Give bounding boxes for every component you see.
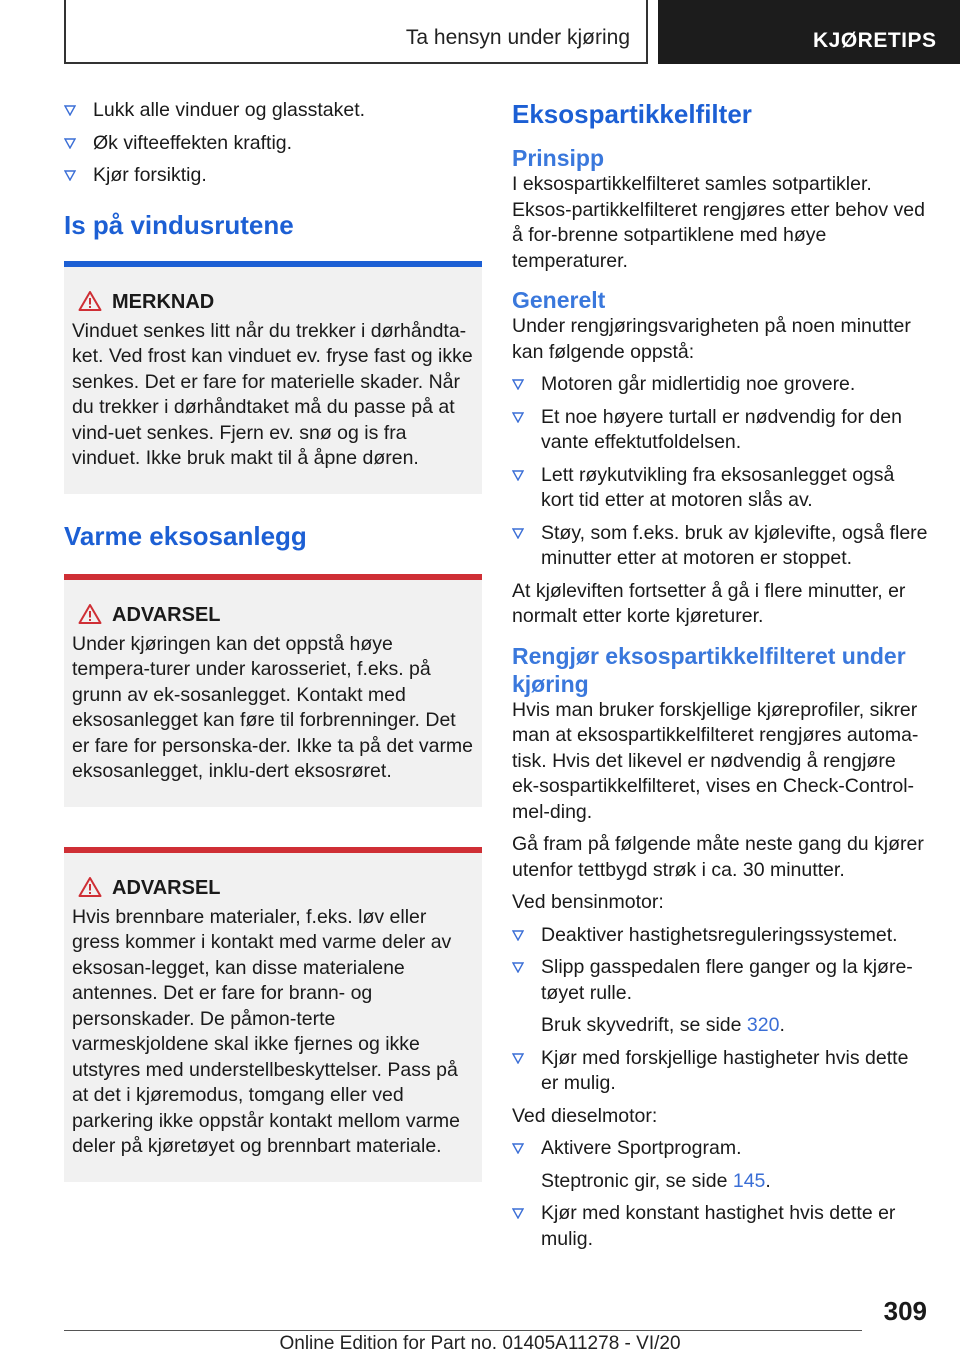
list-item: Motoren går midlertidig noe grovere. <box>512 372 928 398</box>
triangle-bullet-icon <box>512 956 532 978</box>
warning-triangle-icon <box>78 290 102 312</box>
heading-exhaust: Varme eksosanlegg <box>64 520 307 551</box>
left-column <box>64 98 482 1182</box>
section-header-box <box>64 0 648 64</box>
list-item: Kjør med forskjellige hastigheter hvis dette er mulig. <box>512 1046 928 1097</box>
warning-triangle-icon <box>78 603 102 625</box>
list-item: Øk vifteeffekten kraftig. <box>64 131 482 157</box>
list-item: Deaktiver hastighetsreguleringssystemet. <box>512 923 928 949</box>
cross-reference: Steptronic gir, se side 145. <box>541 1169 771 1192</box>
heading-dpf: Eksospartikkelfilter <box>512 99 752 129</box>
notice-advarsel-2 <box>64 847 482 1182</box>
triangle-bullet-icon <box>512 373 532 395</box>
triangle-bullet-icon <box>64 132 84 154</box>
page-link-145[interactable]: 145 <box>732 1169 766 1192</box>
notice-title: ADVARSEL <box>72 602 474 628</box>
page-header <box>0 0 960 66</box>
page-link-320[interactable]: 320 <box>746 1014 780 1036</box>
warning-triangle-icon <box>78 876 102 898</box>
section-title: Ta hensyn under kjøring <box>405 26 630 49</box>
list-item: Lett røykutvikling fra eksosanlegget også kort tid etter at motoren slås av. <box>512 463 928 514</box>
list-item: Kjør forsiktig. <box>64 163 482 189</box>
clean-text-1: Hvis man bruker forskjellige kjøreprofiler, sikrer man at eksospartikkelfilteret rengjøres automa-tisk. Hvis det likevel er nødvendig å rengjøre ek-sospartikkelfilteret, vises en Check-Control-mel-ding. <box>512 698 919 823</box>
notice-title: MERKNAD <box>72 289 474 315</box>
list-item: Slipp gasspedalen flere ganger og la kjøre-tøyet rulle. <box>512 955 928 1006</box>
list-item: Aktivere Sportprogram. <box>512 1136 928 1162</box>
fan-text: At kjøleviften fortsetter å gå i flere minutter, er normalt etter korte kjøreturer. <box>512 579 906 627</box>
diesel-label: Ved dieselmotor: <box>512 1104 658 1127</box>
heading-clean: Rengjør eksospartikkelfilteret under kjøring <box>512 642 906 697</box>
footer-text: Online Edition for Part no. 01405A11278 - VI/20 <box>279 1333 681 1354</box>
notice-body: Hvis brennbare materialer, f.eks. løv eller gress kommer i kontakt med varme deler av eksosan-legget, kan disse materialene antennes. Det er fare for brann- og personskader. De påmon-terte varmeskjoldene skal ikke fjernes og ikke utstyres med understellbeskyttelser. Pass på at det i kjøremodus, tomgang eller ved parkering ikke oppstår kontakt mellom varme deler på kjøretøyet og brennbart materiale. <box>72 905 460 1157</box>
notice-body: Under kjøringen kan det oppstå høye tempera-turer under karosseriet, f.eks. på grunn av ek-sosanlegget. Kontakt med eksosanlegget kan føre til forbrenninger. Det er fare for personska-der. Ikke ta på det varme eksosanlegget, inklu-dert eksosrøret. <box>72 632 474 782</box>
page-number: 309 <box>883 1296 927 1326</box>
list-item: Kjør med konstant hastighet hvis dette er mulig. <box>512 1201 928 1252</box>
notice-advarsel-1 <box>64 574 482 807</box>
notice-title: ADVARSEL <box>72 875 474 901</box>
triangle-bullet-icon <box>512 522 532 544</box>
clean-text-2: Gå fram på følgende måte neste gang du kjører utenfor tettbygd strøk i ca. 30 minutter. <box>512 833 924 881</box>
triangle-bullet-icon <box>512 464 532 486</box>
triangle-bullet-icon <box>512 924 532 946</box>
list-item: Lukk alle vinduer og glasstaket. <box>64 98 482 124</box>
list-item: Støy, som f.eks. bruk av kjølevifte, også flere minutter etter at motoren er stoppet. <box>512 521 928 572</box>
petrol-label: Ved bensinmotor: <box>512 891 664 913</box>
list-item: Et noe høyere turtall er nødvendig for den vante effektutfoldelsen. <box>512 405 928 456</box>
triangle-bullet-icon <box>512 1202 532 1224</box>
notice-merknad <box>64 261 482 494</box>
notice-body: Vinduet senkes litt når du trekker i dørhåndta-ket. Ved frost kan vinduet ev. fryse fast og ikke senkes. Det er fare for materielle skader. Når du trekker i dørhåndtaket må du passe på at vind-uet senkes. Fjern ev. snø og is fra vinduet. Ikke bruk makt til å åpne døren. <box>72 319 473 469</box>
triangle-bullet-icon <box>512 1047 532 1069</box>
principle-text: I eksospartikkelfilteret samles sotpartikler. Eksos-partikkelfilteret rengjøres etter behov ved å for-brenne sotpartiklene med høye temperaturer. <box>512 173 925 272</box>
triangle-bullet-icon <box>64 164 84 186</box>
general-text: Under rengjøringsvarigheten på noen minutter kan følgende oppstå: <box>512 315 911 363</box>
triangle-bullet-icon <box>64 99 84 121</box>
cross-reference: Bruk skyvedrift, se side 320. <box>541 1014 785 1036</box>
heading-principle: Prinsipp <box>512 145 605 171</box>
chapter-title: KJØRETIPS <box>658 0 960 64</box>
heading-general: Generelt <box>512 287 606 313</box>
heading-ice: Is på vindusrutene <box>64 209 294 240</box>
triangle-bullet-icon <box>512 406 532 428</box>
right-column <box>512 98 928 1259</box>
footer-divider <box>64 1330 862 1331</box>
triangle-bullet-icon <box>512 1137 532 1159</box>
